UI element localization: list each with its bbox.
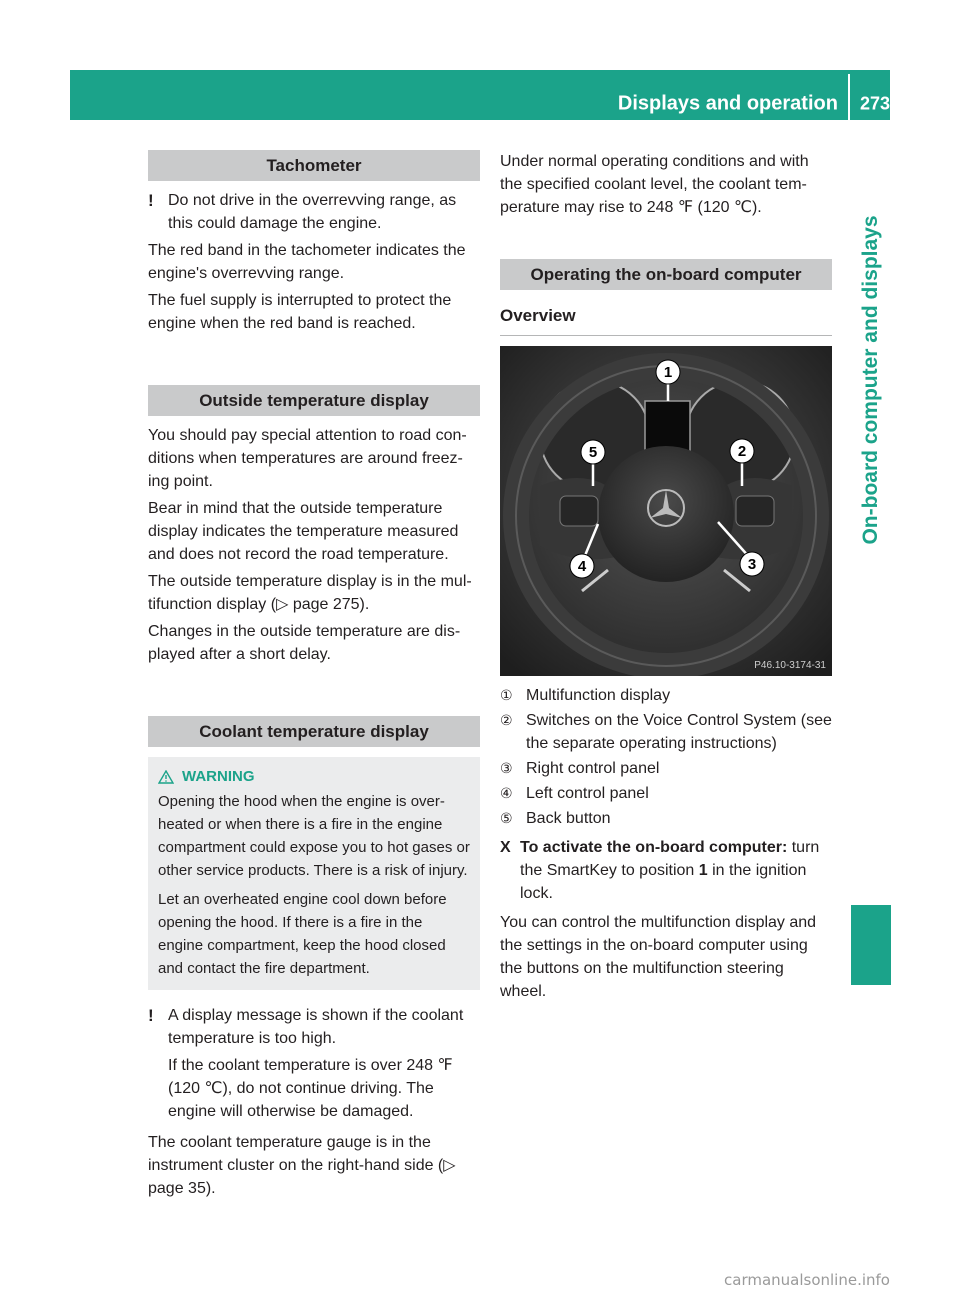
page-number: 273: [859, 93, 890, 114]
instruction-step: X To activate the on-board computer: turn the SmartKey to position 1 in the ignition lock.: [500, 836, 832, 905]
left-control-panel: [560, 496, 598, 526]
warning-box: [148, 757, 480, 990]
svg-text:5: 5: [588, 444, 598, 461]
note-overrevving: ! Do not drive in the overrevving range, as this could damage the engine.: [148, 189, 480, 235]
paragraph: The fuel supply is interrupted to protect the engine when the red band is reached.: [148, 292, 452, 332]
section-heading-coolant: Coolant temperature display: [148, 716, 480, 747]
callout-2: [730, 439, 754, 463]
page-reference-paragraph[interactable]: The coolant temperature gauge is in the instrument cluster on the right-hand side (▷ page 35).: [148, 1134, 456, 1197]
list-item: ① Multifunction display: [500, 687, 671, 704]
callout-4: [570, 554, 594, 578]
paragraph: The red band in the tachometer indicates the engine's overrevving range.: [148, 242, 466, 282]
page-reference-paragraph[interactable]: The outside temperature display is in the mul-tifunction display (▷ page 275).: [148, 573, 472, 613]
warning-text: Let an overheated engine cool down before opening the hood. If there is a fire in the engine compartment, keep the hood closed and contact the fire department.: [158, 891, 447, 977]
warning-text: Opening the hood when the engine is over-heated or when there is a fire in the engine compartment could expose you to hot gases or other service products. There is a risk of injury.: [158, 793, 470, 879]
paragraph: Under normal operating conditions and with the specified coolant level, the coolant tem-perature may rise to 248 ℉ (120 ℃).: [500, 153, 809, 216]
section-heading-tachometer: Tachometer: [148, 150, 480, 181]
watermark: carmanualsonline.info: [724, 1271, 890, 1289]
callout-3: [740, 552, 764, 576]
paragraph: You can control the multifunction display and the settings in the on-board computer using the buttons on the multifunction steering wheel.: [500, 914, 817, 1000]
step-arrow-icon: X: [500, 839, 511, 856]
list-item: ③ Right control panel: [500, 760, 660, 777]
list-item: ② Switches on the Voice Control System (see the separate operating instructions): [500, 712, 832, 752]
svg-text:1: 1: [663, 364, 673, 381]
caution-mark: !: [148, 191, 154, 210]
header-divider: [848, 74, 850, 122]
right-control-panel: [736, 496, 774, 526]
page-header: [618, 86, 890, 116]
svg-text:3: 3: [747, 556, 757, 573]
paragraph: You should pay special attention to road con-ditions when temperatures are around freez-ing point.: [148, 427, 467, 490]
image-code: P46.10-3174-31: [754, 660, 826, 671]
steering-wheel-photo: [500, 346, 832, 676]
header-title: Displays and operation: [617, 92, 838, 115]
list-item: ④ Left control panel: [500, 785, 649, 802]
warning-heading: WARNING: [158, 765, 470, 788]
paragraph: Changes in the outside temperature are dis-played after a short delay.: [148, 623, 461, 663]
svg-text:2: 2: [737, 443, 747, 460]
subheading-overview: Overview: [500, 304, 832, 336]
list-item: ⑤ Back button: [500, 810, 611, 827]
left-column: [148, 150, 480, 1204]
legend-list: [500, 684, 832, 830]
callout-5: [581, 440, 605, 464]
steering-wheel-illustration: [500, 346, 832, 676]
callout-1: [656, 360, 680, 384]
right-column: [500, 150, 832, 1007]
section-heading-on-board-computer: Operating the on-board computer: [500, 259, 832, 290]
section-heading-outside-temperature: Outside temperature display: [148, 385, 480, 416]
side-tab-label: On-board computer and displays: [859, 215, 882, 545]
paragraph: Bear in mind that the outside temperature display indicates the temperature measured and does not record the road temperature.: [148, 500, 459, 563]
svg-text:4: 4: [577, 558, 587, 575]
caution-mark: !: [148, 1006, 154, 1025]
note-coolant-high: ! A display message is shown if the coolant temperature is too high. If the coolant temperature is over 248 ℉ (120 ℃), do not continue driving. The engine will otherwise be damaged.: [148, 1004, 480, 1127]
warning-triangle-icon: [158, 770, 174, 784]
side-tab-marker: [851, 905, 891, 985]
